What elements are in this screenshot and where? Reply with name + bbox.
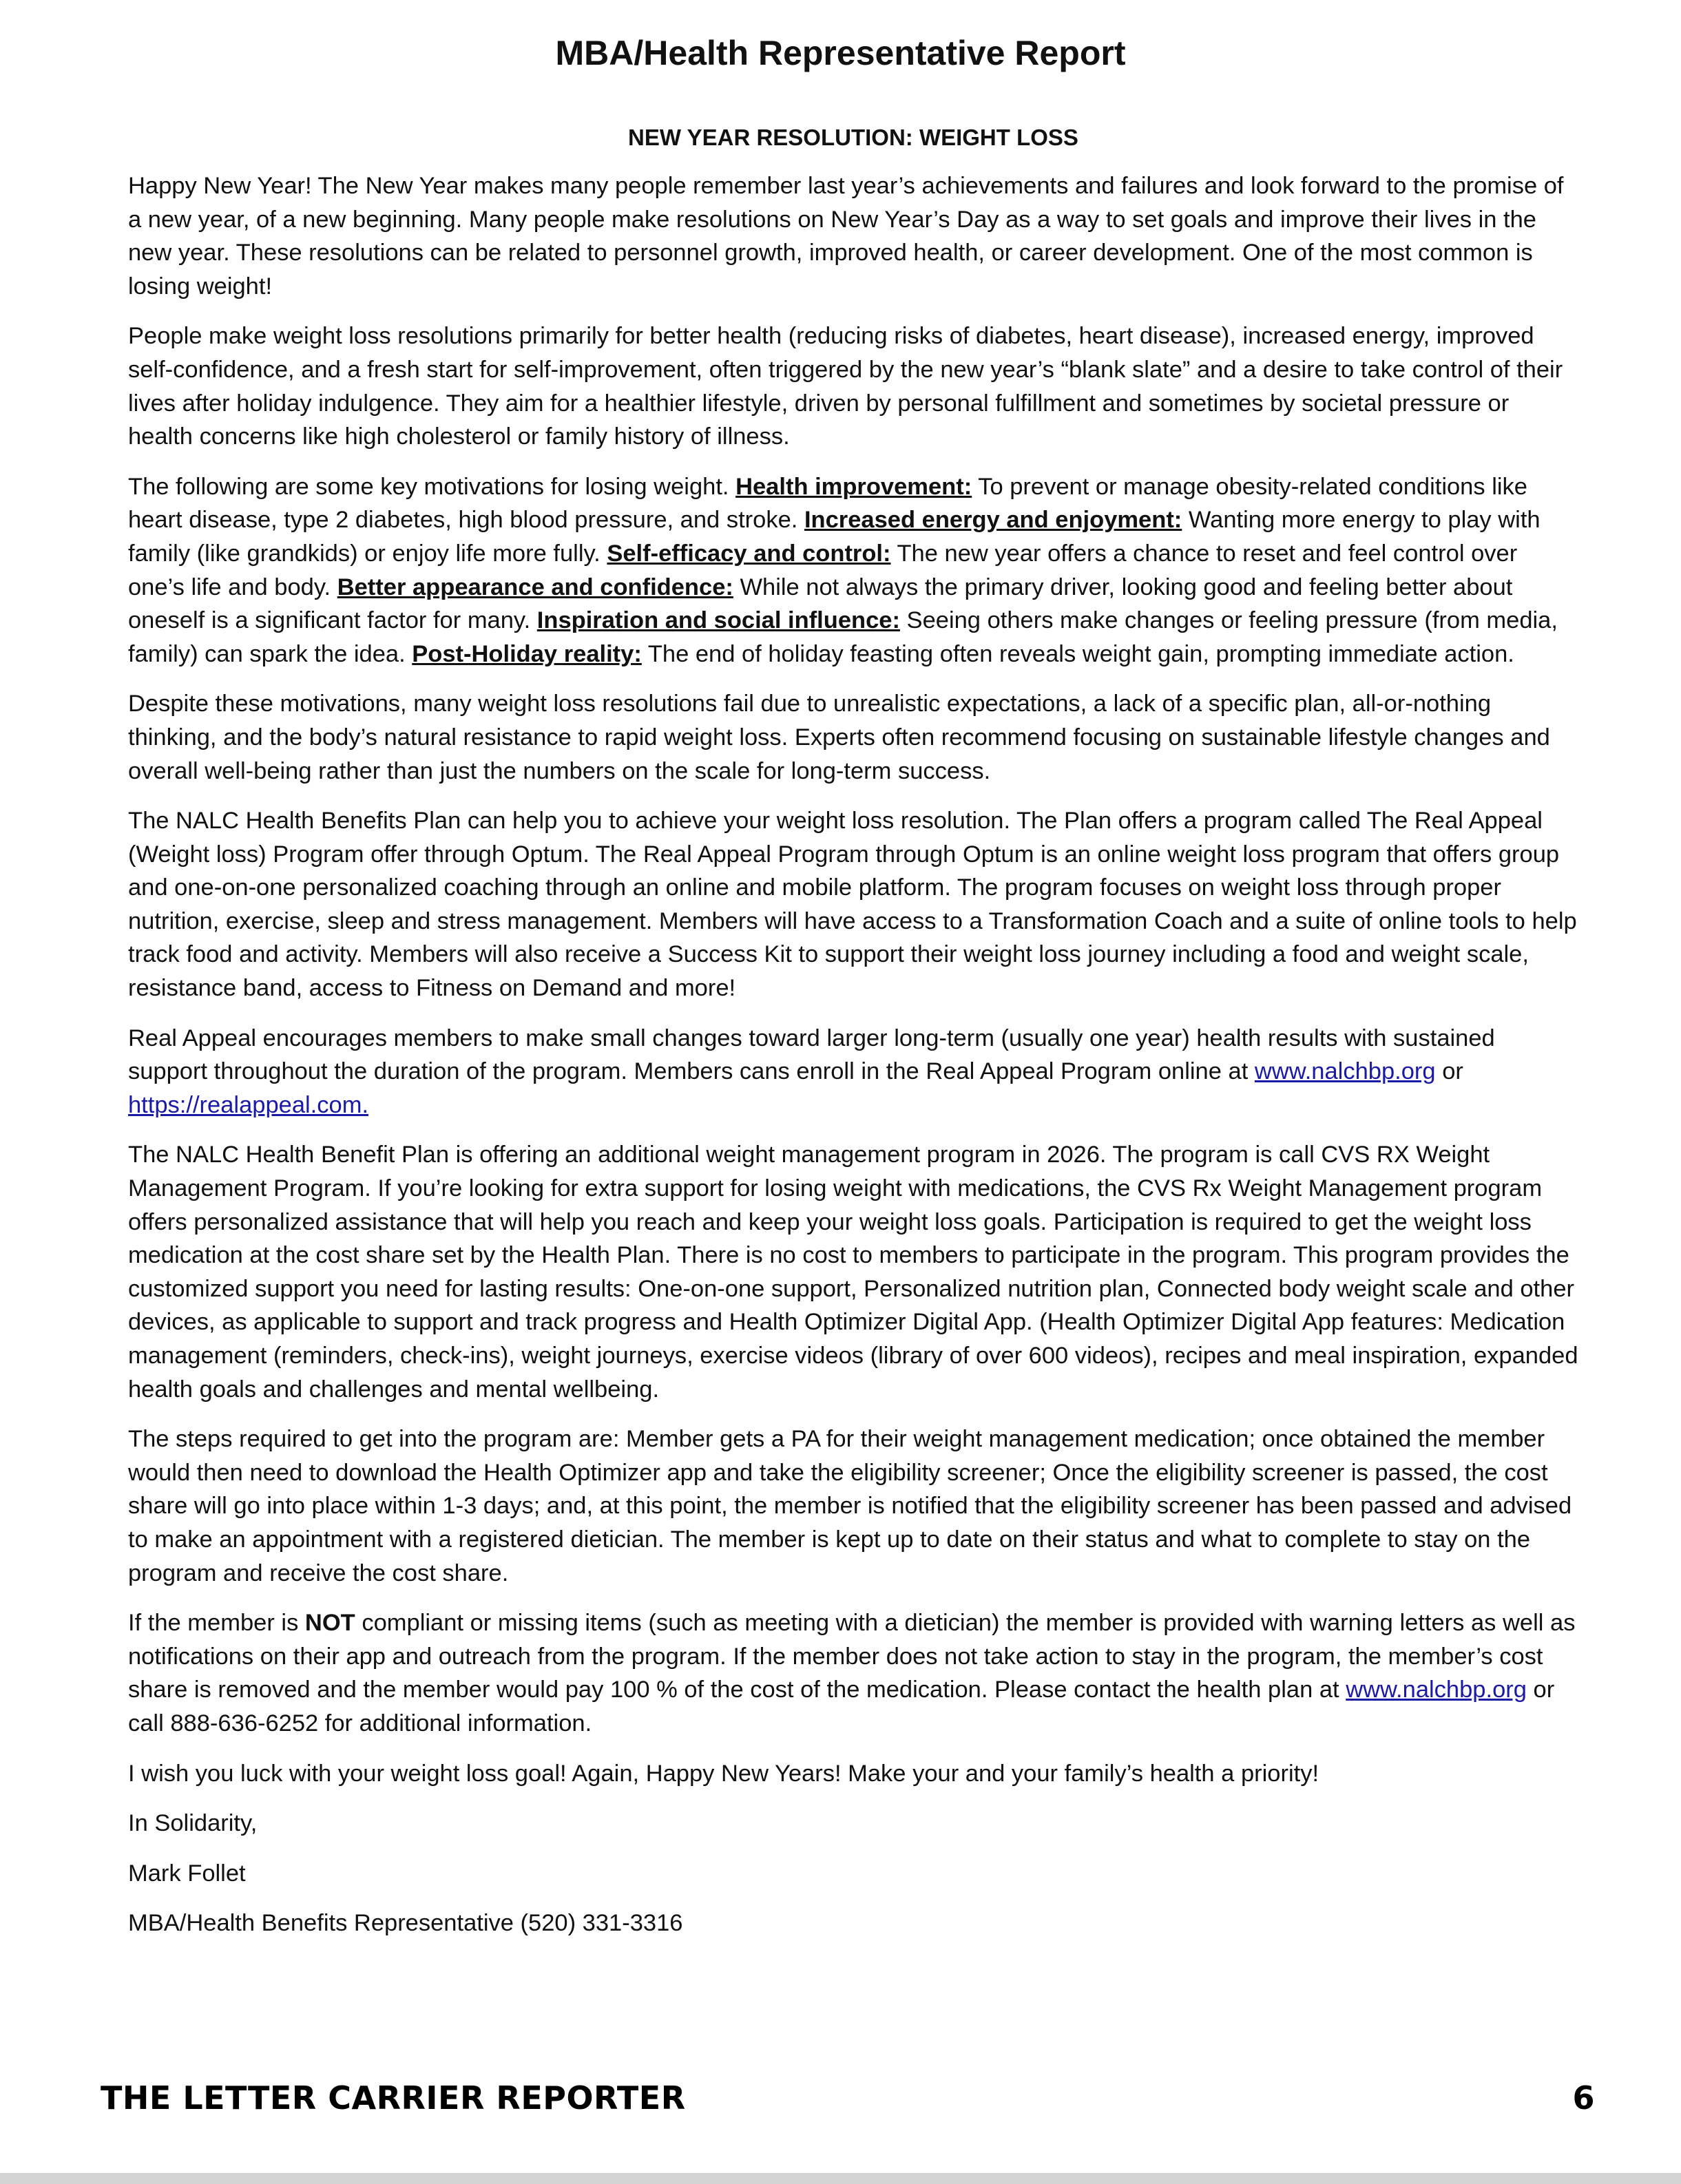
compliance-post: or call 888-636-6252 for additional information. <box>128 1677 1555 1736</box>
page-title: MBA/Health Representative Report <box>555 34 1126 72</box>
paragraph-real-appeal: The NALC Health Benefits Plan can help you to achieve your weight loss resolution. The Plan offers a program called The Real Appeal (Weight loss) Program offer through Optum. The Real Appeal Program through Optum is an online weight loss program that offers group and one-on-one personalized coaching through an online and mobile platform. The program focuses on weight loss through proper nutrition, exercise, sleep and stress management. Members will have access to a Transformation Coach and a suite of online tools to help track food and activity. Members will also receive a Success Kit to support their weight loss journey including a food and weight scale, resistance band, access to Fitness on Demand and more! <box>128 808 1577 1002</box>
paragraph-compliance <box>128 1606 1578 1740</box>
page-footer <box>101 2079 1595 2117</box>
paragraph-motivations <box>128 470 1578 671</box>
compliance-not: NOT <box>304 1610 355 1637</box>
nalchbp-contact-link[interactable]: www.nalchbp.org <box>1346 1677 1527 1703</box>
motivation-label-inspiration: Inspiration and social influence: <box>536 607 900 634</box>
enroll-text: Real Appeal encourages members to make small changes toward larger long-term (usually one year) health results with sustained support throughout the duration of the program. Members cans enroll in the Real Appeal Program online at <box>128 1025 1495 1085</box>
signoff-name: Mark Follet <box>128 1860 246 1887</box>
article-body <box>128 121 1578 1957</box>
motivation-text-self-efficacy: The new year offers a chance to reset and feel control over one’s life and body. <box>128 540 1518 600</box>
motivation-text-inspiration: Seeing others make changes or feeling pressure (from media, family) can spark the idea. <box>128 607 1558 667</box>
signoff-closing: In Solidarity, <box>128 1810 258 1837</box>
page-number: 6 <box>1572 2079 1595 2117</box>
paragraph-steps: The steps required to get into the program are: Member gets a PA for their weight management medication; once obtained the member would then need to download the Health Optimizer app and take the eligibility screener; Once the eligibility screener is passed, the cost share will go into place within 1-3 days; and, at this point, the member is notified that the eligibility screener has been passed and advised to make an appointment with a registered dietician. The member is kept up to date on their status and what to complete to stay on the program and receive the cost share. <box>128 1426 1572 1586</box>
bottom-edge-band <box>0 2173 1681 2184</box>
motivation-text-appearance: While not always the primary driver, looking good and feeling better about oneself is a significant factor for many. <box>128 574 1513 634</box>
motivation-label-energy: Increased energy and enjoyment: <box>804 507 1182 534</box>
paragraph-closing: I wish you luck with your weight loss goal! Again, Happy New Years! Make your and your family’s health a priority! <box>128 1760 1319 1787</box>
enroll-or: or <box>1435 1058 1463 1085</box>
motivations-intro: The following are some key motivations for losing weight. <box>128 473 736 500</box>
signoff-role: MBA/Health Benefits Representative (520) 331-3316 <box>128 1910 683 1937</box>
compliance-text: compliant or missing items (such as meeting with a dietician) the member is provided with warning letters as well as notifications on their app and outreach from the program. If the member does not take action to stay in the program, the member’s cost share is removed and the member would pay 100 % of the cost of the medication. Please contact the health plan at <box>128 1610 1576 1703</box>
paragraph-reasons: People make weight loss resolutions primarily for better health (reducing risks of diabetes, heart disease), increased energy, improved self-confidence, and a fresh start for self-improvement, often triggered by the new year’s “blank slate” and a desire to take control of their lives after holiday indulgence. They aim for a healthier lifestyle, driven by personal fulfillment and sometimes by societal pressure or health concerns like high cholesterol or family history of illness. <box>128 323 1563 450</box>
motivation-text-post-holiday: The end of holiday feasting often reveals weight gain, prompting immediate action. <box>641 640 1514 667</box>
paragraph-cvs-program: The NALC Health Benefit Plan is offering an additional weight management program in 2026. The program is call CVS RX Weight Management Program. If you’re looking for extra support for losing weight with medications, the CVS Rx Weight Management program offers personalized assistance that will help you reach and keep your weight loss goals. Participation is required to get the weight loss medication at the cost share set by the Health Plan. There is no cost to members to participate in the program. This program provides the customized support you need for lasting results: One-on-one support, Personalized nutrition plan, Connected body weight scale and other devices, as applicable to support and track progress and Health Optimizer Digital App. (Health Optimizer Digital App features: Medication management (reminders, check-ins), weight journeys, exercise videos (library of over 600 videos), recipes and meal inspiration, expanded health goals and challenges and mental wellbeing. <box>128 1142 1578 1403</box>
motivation-label-health: Health improvement: <box>735 473 972 500</box>
paragraph-intro: Happy New Year! The New Year makes many people remember last year’s achievements and failures and look forward to the promise of a new year, of a new beginning. Many people make resolutions on New Year’s Day as a way to set goals and improve their lives in the new year. These resolutions can be related to personnel growth, improved health, or career development. One of the most common is losing weight! <box>128 173 1564 300</box>
article-subtitle: NEW YEAR RESOLUTION: WEIGHT LOSS <box>628 125 1078 150</box>
motivation-label-appearance: Better appearance and confidence: <box>337 574 733 600</box>
nalchbp-link[interactable]: www.nalchbp.org <box>1254 1058 1436 1085</box>
motivation-label-post-holiday: Post-Holiday reality: <box>412 640 642 667</box>
motivation-text-health: To prevent or manage obesity-related conditions like heart disease, type 2 diabetes, high blood pressure, and stroke. <box>128 473 1527 534</box>
paragraph-failures: Despite these motivations, many weight loss resolutions fail due to unrealistic expectations, a lack of a specific plan, all-or-nothing thinking, and the body’s natural resistance to rapid weight loss. Experts often recommend focusing on sustainable lifestyle changes and overall well-being rather than just the numbers on the scale for long-term success. <box>128 691 1550 784</box>
motivation-label-self-efficacy: Self-efficacy and control: <box>607 540 891 567</box>
publication-name: THE LETTER CARRIER REPORTER <box>101 2079 686 2117</box>
motivation-text-energy: Wanting more energy to play with family (like grandkids) or enjoy life more fully. <box>128 507 1541 567</box>
compliance-pre: If the member is <box>128 1610 305 1637</box>
paragraph-enroll <box>128 1022 1578 1122</box>
realappeal-link[interactable]: https://realappeal.com. <box>128 1091 369 1118</box>
